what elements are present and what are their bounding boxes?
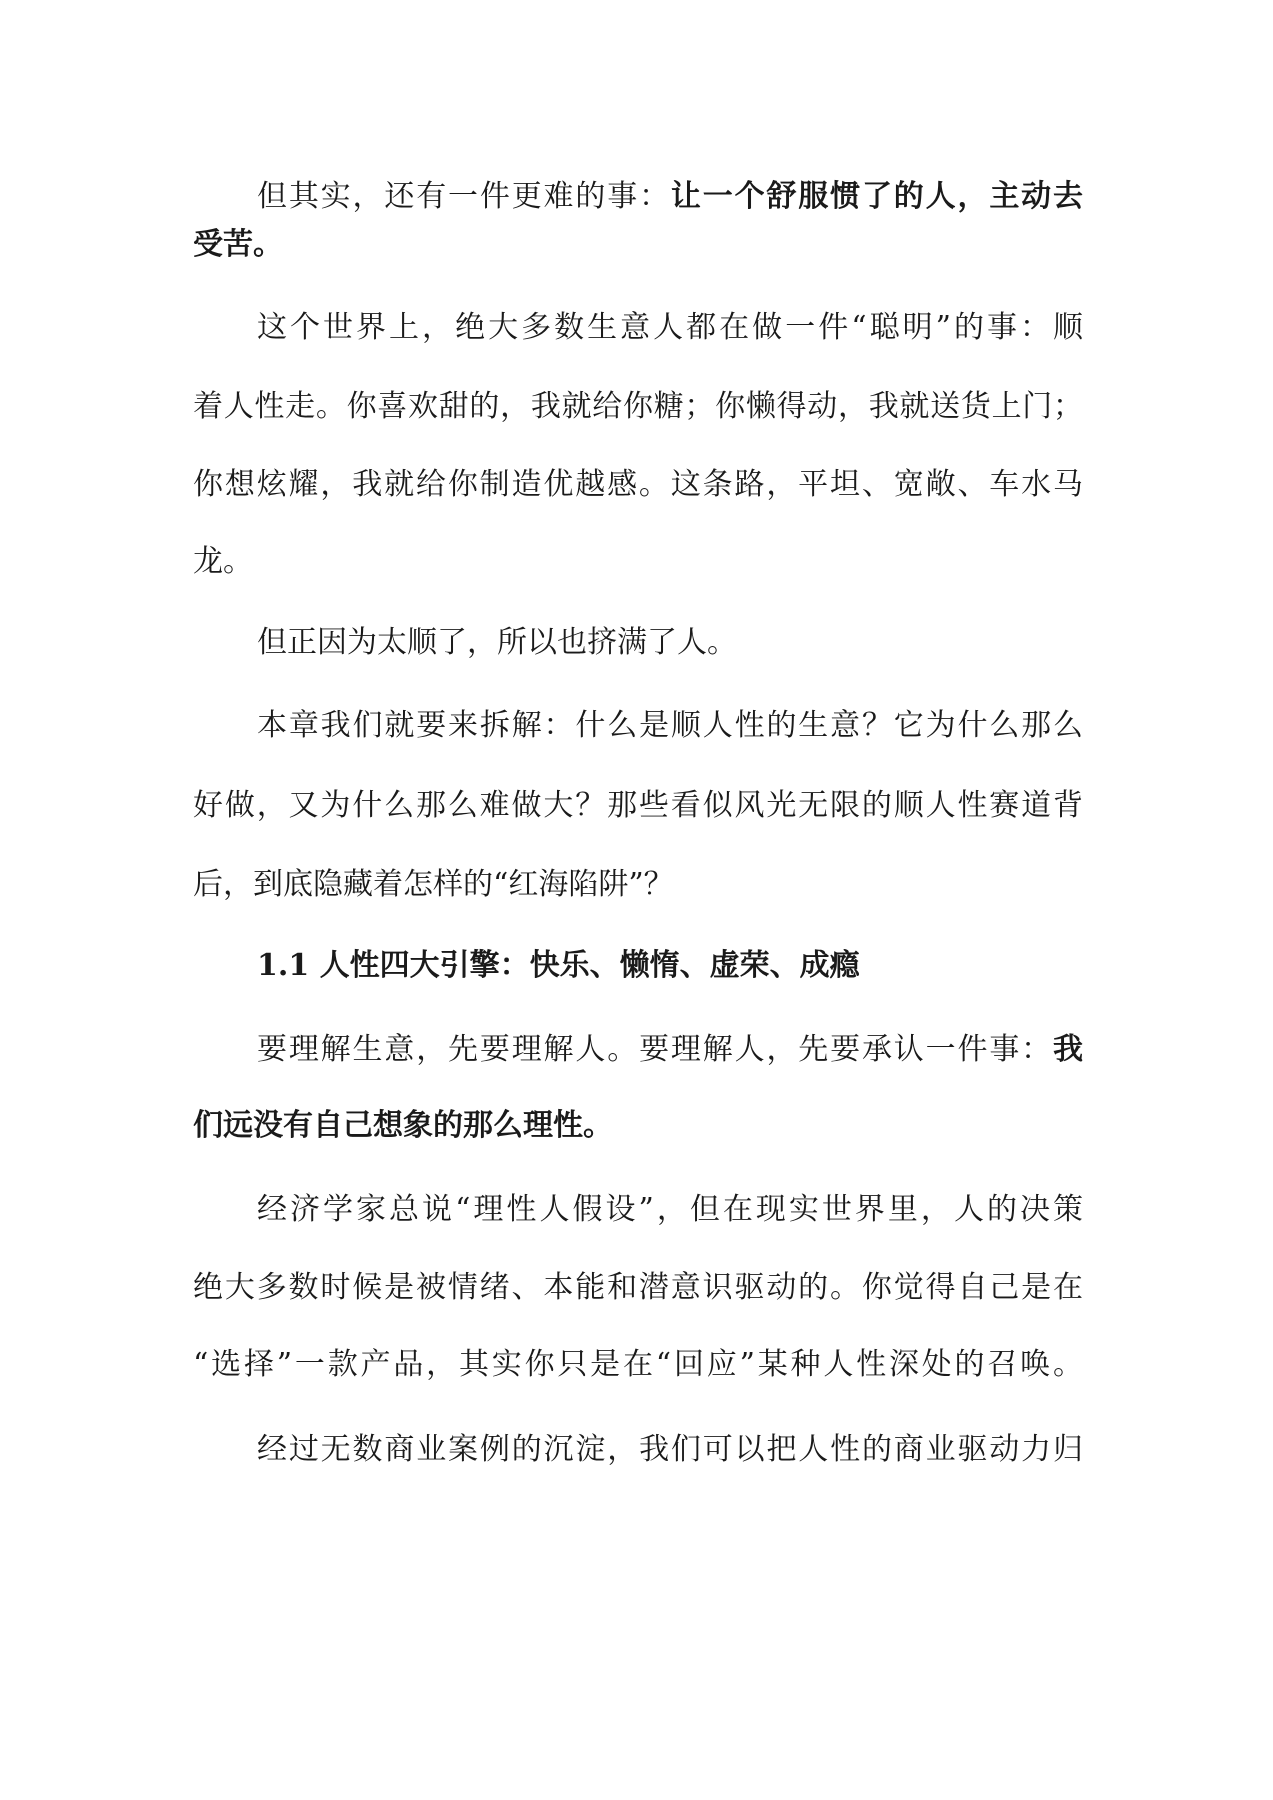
text-line (257, 175, 1083, 219)
text-line (193, 223, 1083, 267)
bold-text-segment: 我 (1053, 1032, 1083, 1067)
text-segment: 但正因为太顺了，所以也挤满了人。 (257, 625, 737, 660)
text-line (257, 306, 1083, 350)
text-segment: 这个世界上，绝大多数生意人都在做一件“聪明”的事：顺 (257, 310, 1083, 345)
text-line (257, 621, 1083, 665)
heading-text: 1.1 人性四大引擎：快乐、懒惰、虚荣、成瘾 (257, 948, 860, 983)
text-line (193, 1343, 1083, 1387)
bold-text-segment: 让一个舒服惯了的人，主动去 (670, 179, 1083, 214)
text-line (193, 463, 1083, 507)
text-line (257, 1428, 1083, 1472)
bold-text-segment: 受苦。 (193, 227, 283, 262)
text-segment: 你想炫耀，我就给你制造优越感。这条路，平坦、宽敞、车水马 (193, 467, 1083, 502)
text-line (257, 704, 1083, 748)
text-segment: 但其实，还有一件更难的事： (257, 179, 671, 214)
bold-text-segment: 们远没有自己想象的那么理性。 (193, 1108, 613, 1143)
text-line (257, 1188, 1083, 1232)
text-segment: 本章我们就要来拆解：什么是顺人性的生意？它为什么那么 (257, 708, 1083, 743)
text-segment: 着人性走。你喜欢甜的，我就给你糖；你懒得动，我就送货上门； (193, 389, 1083, 424)
text-line (193, 1266, 1083, 1310)
text-segment: 经济学家总说“理性人假设”，但在现实世界里，人的决策 (257, 1192, 1083, 1227)
text-line (193, 385, 1083, 429)
text-line (193, 540, 1083, 584)
text-segment: 绝大多数时候是被情绪、本能和潜意识驱动的。你觉得自己是在 (193, 1270, 1083, 1305)
text-line (193, 784, 1083, 828)
text-segment: 经过无数商业案例的沉淀，我们可以把人性的商业驱动力归 (257, 1432, 1083, 1467)
text-line (257, 1028, 1083, 1072)
section-heading (257, 944, 1083, 988)
text-segment: “选择”一款产品，其实你只是在“回应”某种人性深处的召唤。 (193, 1347, 1083, 1382)
text-line (193, 863, 1083, 907)
text-line (193, 1104, 1083, 1148)
text-segment: 龙。 (193, 544, 253, 579)
text-segment: 好做，又为什么那么难做大？那些看似风光无限的顺人性赛道背 (193, 788, 1083, 823)
text-segment: 后，到底隐藏着怎样的“红海陷阱”？ (193, 867, 674, 902)
text-segment: 要理解生意，先要理解人。要理解人，先要承认一件事： (257, 1032, 1053, 1067)
